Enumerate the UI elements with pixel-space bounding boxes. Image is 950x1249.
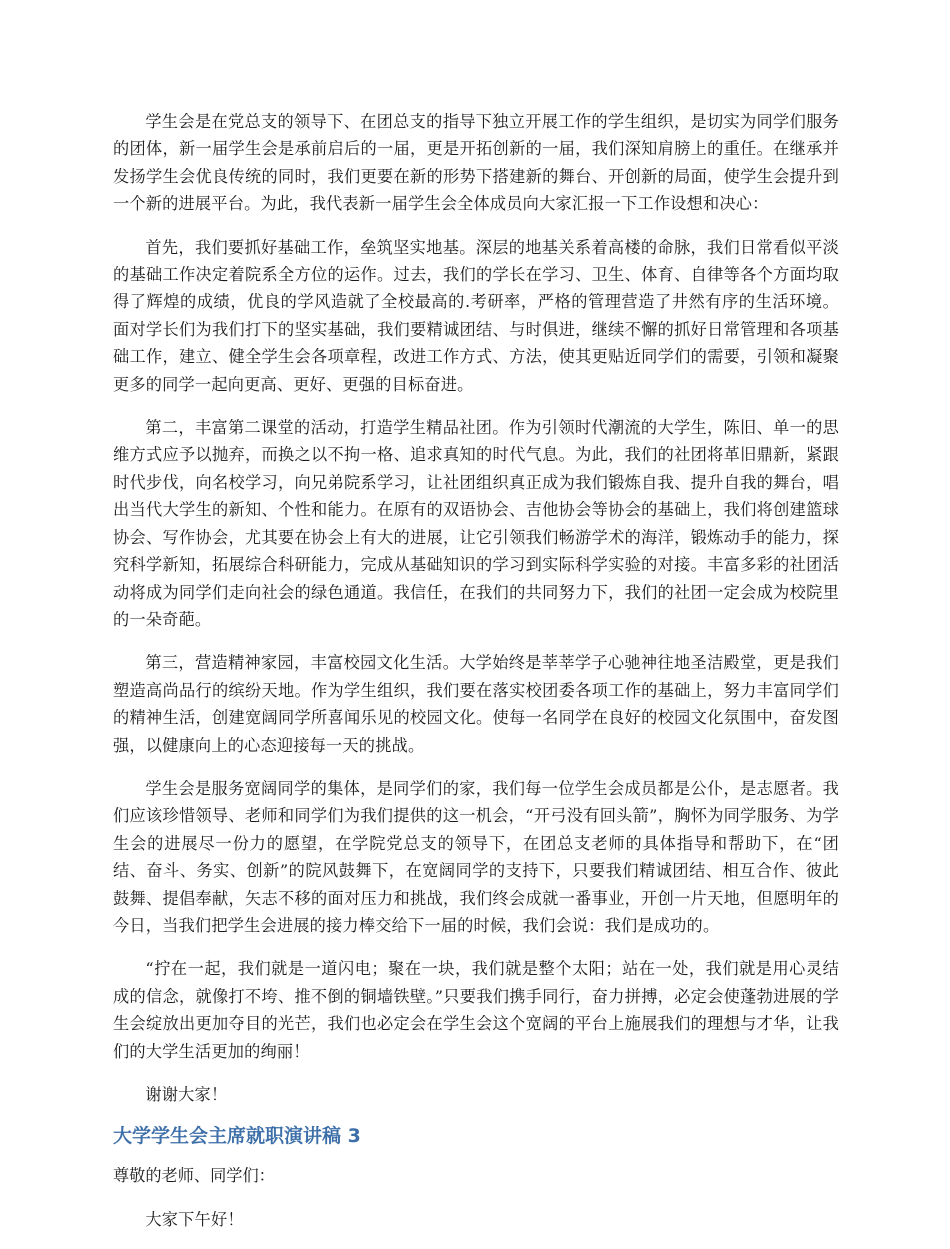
document-page [113, 108, 839, 1249]
paragraph-closing-quote: “拧在一起，我们就是一道闪电；聚在一块，我们就是整个太阳；站在一处，我们就是用心灵结成的信念，就像打不垮、推不倒的铜墙铁壁。”只要我们携手同行，奋力拼搏，必定会使蓬勃进展的学生会绽放出更加夺目的光芒，我们也必定会在学生会这个宽阔的平台上施展我们的理想与才华，让我们的大学生活更加的绚丽！ [113, 959, 839, 1061]
salutation: 尊敬的老师、同学们： [113, 1166, 275, 1186]
paragraph-thanks: 谢谢大家！ [145, 1085, 228, 1104]
section-heading: 大学学生会主席就职演讲稿 3 [113, 1125, 361, 1148]
paragraph-first-point: 首先，我们要抓好基础工作，垒筑坚实地基。深层的地基关系着高楼的命脉，我们日常看似平淡的基础工作决定着院系全方位的运作。过去，我们的学长在学习、卫生、体育、自律等各个方面均取得了辉煌的成绩，优良的学风造就了全校最高的.考研率，严格的管理营造了井然有序的生活环境。面对学长们为我们打下的坚实基础，我们要精诚团结、与时俱进，继续不懈的抓好日常管理和各项基础工作，建立、健全学生会各项章程，改进工作方式、方法，使其更贴近同学们的需要，引领和凝聚更多的同学一起向更高、更好、更强的目标奋进。 [113, 237, 839, 394]
paragraph-second-point: 第二，丰富第二课堂的活动，打造学生精品社团。作为引领时代潮流的大学生，陈旧、单一的思维方式应予以抛弃，而换之以不拘一格、追求真知的时代气息。为此，我们的社团将革旧鼎新，紧跟时代步伐，向名校学习，向兄弟院系学习，让社团组织真正成为我们锻炼自我、提升自我的舞台，唱出当代大学生的新知、个性和能力。在原有的双语协会、吉他协会等协会的基础上，我们将创建篮球协会、写作协会，尤其要在协会上有大的进展，让它引领我们畅游学术的海洋，锻炼动手的能力，探究科学新知，拓展综合科研能力，完成从基础知识的学习到实际科学实验的对接。丰富多彩的社团活动将成为同学们走向社会的绿色通道。我信任，在我们的共同努力下，我们的社团一定会成为校院里的一朵奇葩。 [113, 418, 839, 629]
paragraph-third-point: 第三，营造精神家园，丰富校园文化生活。大学始终是莘莘学子心驰神往地圣洁殿堂，更是我们塑造高尚品行的缤纷天地。作为学生组织，我们要在落实校团委各项工作的基础上，努力丰富同学们的精神生活，创建宽阔同学所喜闻乐见的校园文化。使每一名同学在良好的校园文化氛围中，奋发图强，以健康向上的心态迎接每一天的挑战。 [113, 653, 839, 755]
paragraph-intro: 学生会是在党总支的领导下、在团总支的指导下独立开展工作的学生组织，是切实为同学们服务的团体，新一届学生会是承前启后的一届，更是开拓创新的一届，我们深知肩膀上的重任。在继承并发扬学生会优良传统的同时，我们更要在新的形势下搭建新的舞台、开创新的局面，使学生会提升到一个新的进展平台。为此，我代表新一届学生会全体成员向大家汇报一下工作设想和决心： [113, 112, 839, 214]
paragraph-service: 学生会是服务宽阔同学的集体，是同学们的家，我们每一位学生会成员都是公仆，是志愿者。我们应该珍惜领导、老师和同学们为我们提供的这一机会，“开弓没有回头箭”，胸怀为同学服务、为学生会的进展尽一份力的愿望，在学院党总支的领导下，在团总支老师的具体指导和帮助下，在“团结、奋斗、务实、创新”的院风鼓舞下，在宽阔同学的支持下，只要我们精诚团结、相互合作、彼此鼓舞、提倡奉献，矢志不移的面对压力和挑战，我们终会成就一番事业，开创一片天地，但愿明年的今日，当我们把学生会进展的接力棒交给下一届的时候，我们会说：我们是成功的。 [113, 778, 839, 935]
greeting: 大家下午好！ [145, 1209, 244, 1229]
